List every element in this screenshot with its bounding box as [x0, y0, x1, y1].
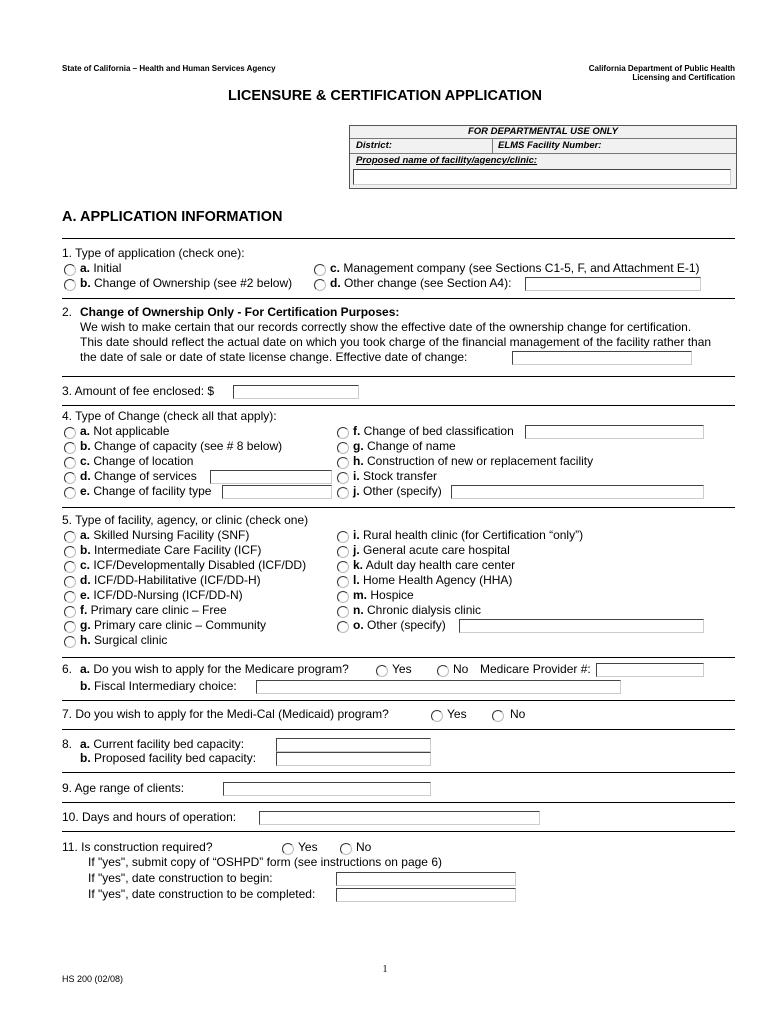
q8-number: 8. — [62, 737, 73, 751]
q5-c-radio[interactable] — [64, 561, 76, 573]
q4-option-f: f. Change of bed classification — [353, 424, 514, 438]
page-title: LICENSURE & CERTIFICATION APPLICATION — [228, 88, 542, 104]
q4-e-radio[interactable] — [64, 487, 76, 499]
current-bed-capacity-field[interactable] — [276, 738, 431, 752]
page-number: 1 — [382, 964, 388, 975]
q4-g-radio[interactable] — [337, 442, 349, 454]
q4-option-c: c. Change of location — [80, 454, 194, 468]
q6-b-text: b. Fiscal Intermediary choice: — [80, 679, 237, 693]
q10-label: 10. Days and hours of operation: — [62, 810, 237, 824]
q7-yes-label: Yes — [447, 707, 467, 721]
q5-e-radio[interactable] — [64, 591, 76, 603]
q5-a-radio[interactable] — [64, 531, 76, 543]
q11-yes-label: Yes — [298, 840, 318, 854]
q1-initial-radio[interactable] — [64, 264, 76, 276]
q7-medical-no-radio[interactable] — [492, 710, 504, 722]
q11-no-label: No — [356, 840, 372, 854]
division-header: Licensing and Certification — [632, 73, 735, 82]
q1-other-change-field[interactable] — [525, 277, 701, 291]
q11-construction-yes-radio[interactable] — [282, 843, 294, 855]
q5-option-n: n. Chronic dialysis clinic — [353, 603, 482, 617]
q6-medicare-yes-radio[interactable] — [376, 665, 388, 677]
q4-option-b: b. Change of capacity (see # 8 below) — [80, 439, 283, 453]
q1-other-change-radio[interactable] — [314, 279, 326, 291]
q1-management-radio[interactable] — [314, 264, 326, 276]
q4-other-field[interactable] — [451, 485, 704, 499]
q6-provider-label: Medicare Provider #: — [480, 662, 591, 676]
proposed-name-field[interactable] — [353, 169, 731, 185]
q5-option-a: a. Skilled Nursing Facility (SNF) — [80, 528, 250, 542]
q7-label: 7. Do you wish to apply for the Medi-Cal (Medicaid) program? — [62, 707, 389, 721]
agency-header: State of California – Health and Human Services Agency — [62, 64, 276, 73]
q4-option-j: j. Other (specify) — [353, 484, 442, 498]
q11-line-1: If "yes", submit copy of “OSHPD” form (see instructions on page 6) — [88, 855, 442, 869]
proposed-bed-capacity-field[interactable] — [276, 752, 431, 766]
q5-option-h: h. Surgical clinic — [80, 633, 168, 647]
q4-option-h: h. Construction of new or replacement facility — [353, 454, 594, 468]
q6-no-label: No — [453, 662, 469, 676]
q5-option-l: l. Home Health Agency (HHA) — [353, 573, 513, 587]
q5-option-d: d. ICF/DD-Habilitative (ICF/DD-H) — [80, 573, 261, 587]
q4-bed-class-field[interactable] — [525, 425, 704, 439]
q8-a-text: a. Current facility bed capacity: — [80, 737, 245, 751]
q5-g-radio[interactable] — [64, 621, 76, 633]
q4-label: 4. Type of Change (check all that apply): — [62, 409, 277, 423]
q4-b-radio[interactable] — [64, 442, 76, 454]
q4-h-radio[interactable] — [337, 457, 349, 469]
q4-services-field[interactable] — [210, 470, 332, 484]
q5-option-f: f. Primary care clinic – Free — [80, 603, 227, 617]
dept-box-row-2 — [350, 154, 736, 168]
q2-line-1: We wish to make certain that our records correctly show the effective date of the ownership change for certification. — [80, 320, 692, 334]
q4-c-radio[interactable] — [64, 457, 76, 469]
q5-l-radio[interactable] — [337, 576, 349, 588]
q4-a-radio[interactable] — [64, 427, 76, 439]
q5-o-radio[interactable] — [337, 621, 349, 633]
q5-j-radio[interactable] — [337, 546, 349, 558]
q4-d-radio[interactable] — [64, 472, 76, 484]
q7-no-label: No — [510, 707, 526, 721]
q4-option-g: g. Change of name — [353, 439, 456, 453]
q4-f-radio[interactable] — [337, 427, 349, 439]
medicare-provider-field[interactable] — [596, 663, 704, 677]
q5-b-radio[interactable] — [64, 546, 76, 558]
q1-option-b: b. Change of Ownership (see #2 below) — [80, 276, 293, 290]
form-number: HS 200 (02/08) — [62, 974, 124, 984]
construction-complete-field[interactable] — [336, 888, 516, 902]
q1-change-ownership-radio[interactable] — [64, 279, 76, 291]
q6-yes-label: Yes — [392, 662, 412, 676]
age-range-field[interactable] — [223, 782, 431, 796]
effective-date-field[interactable] — [512, 351, 692, 365]
q5-option-o: o. Other (specify) — [353, 618, 446, 632]
q1-option-c: c. Management company (see Sections C1-5, F, and Attachment E-1) — [330, 261, 700, 275]
q5-option-j: j. General acute care hospital — [353, 543, 510, 557]
q5-option-i: i. Rural health clinic (for Certification “only”) — [353, 528, 584, 542]
fee-amount-field[interactable] — [233, 385, 359, 399]
q1-option-d: d. Other change (see Section A4): — [330, 276, 512, 290]
dept-box-row-1 — [350, 139, 736, 154]
q11-construction-no-radio[interactable] — [340, 843, 352, 855]
q4-i-radio[interactable] — [337, 472, 349, 484]
q5-option-b: b. Intermediate Care Facility (ICF) — [80, 543, 262, 557]
q5-k-radio[interactable] — [337, 561, 349, 573]
q11-line-3: If "yes", date construction to be completed: — [88, 887, 316, 901]
q5-option-c: c. ICF/Developmentally Disabled (ICF/DD) — [80, 558, 307, 572]
fiscal-intermediary-field[interactable] — [256, 680, 621, 694]
q2-line-3: the date of sale or date of state license change. Effective date of change: — [80, 350, 468, 364]
section-a-title: A. APPLICATION INFORMATION — [62, 209, 283, 225]
department-header: California Department of Public Health — [588, 64, 735, 73]
q4-option-d: d. Change of services — [80, 469, 197, 483]
construction-begin-field[interactable] — [336, 872, 516, 886]
q5-option-m: m. Hospice — [353, 588, 414, 602]
q4-option-i: i. Stock transfer — [353, 469, 438, 483]
q11-line-2: If "yes", date construction to begin: — [88, 871, 273, 885]
q4-option-e: e. Change of facility type — [80, 484, 212, 498]
q8-b-text: b. Proposed facility bed capacity: — [80, 751, 257, 765]
q1-option-a: a. Initial — [80, 261, 122, 275]
q5-other-field[interactable] — [459, 619, 704, 633]
q2-heading: Change of Ownership Only - For Certification Purposes: — [80, 305, 400, 319]
q5-m-radio[interactable] — [337, 591, 349, 603]
q5-d-radio[interactable] — [64, 576, 76, 588]
district-label: District: — [356, 140, 392, 151]
q5-n-radio[interactable] — [337, 606, 349, 618]
q4-option-a: a. Not applicable — [80, 424, 170, 438]
q2-number: 2. — [62, 305, 73, 319]
q1-label: 1. Type of application (check one): — [62, 246, 245, 260]
q5-f-radio[interactable] — [64, 606, 76, 618]
q6-a-text: a. Do you wish to apply for the Medicare program? — [80, 662, 349, 676]
q7-medical-yes-radio[interactable] — [431, 710, 443, 722]
departmental-use-box — [349, 125, 737, 189]
q6-medicare-no-radio[interactable] — [437, 665, 449, 677]
proposed-name-label: Proposed name of facility/agency/clinic: — [356, 155, 538, 166]
days-hours-field[interactable] — [259, 811, 540, 825]
q4-facility-type-field[interactable] — [222, 485, 332, 499]
q5-i-radio[interactable] — [337, 531, 349, 543]
q5-option-g: g. Primary care clinic – Community — [80, 618, 267, 632]
q5-label: 5. Type of facility, agency, or clinic (check one) — [62, 513, 309, 527]
q3-label: 3. Amount of fee enclosed: $ — [62, 384, 215, 398]
q9-label: 9. Age range of clients: — [62, 781, 185, 795]
q11-label: 11. Is construction required? — [62, 840, 213, 854]
q5-option-k: k. Adult day health care center — [353, 558, 516, 572]
q5-h-radio[interactable] — [64, 636, 76, 648]
elms-label: ELMS Facility Number: — [498, 140, 602, 151]
q2-line-2: This date should reflect the actual date on which you took charge of the financial management of the facility rather than — [80, 335, 712, 349]
q5-option-e: e. ICF/DD-Nursing (ICF/DD-N) — [80, 588, 243, 602]
q6-number: 6. — [62, 662, 73, 676]
dept-box-heading: FOR DEPARTMENTAL USE ONLY — [350, 126, 736, 139]
q4-j-radio[interactable] — [337, 487, 349, 499]
